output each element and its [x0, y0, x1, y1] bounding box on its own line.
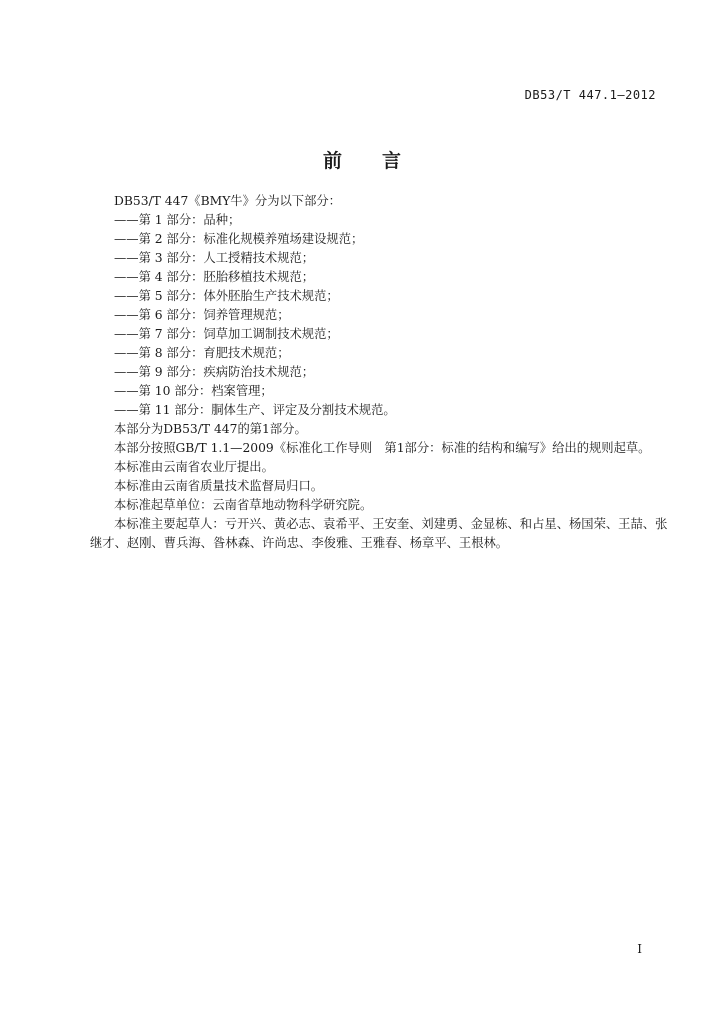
- part-item-11: ——第 11 部分：胴体生产、评定及分割技术规范。: [114, 403, 396, 417]
- part-item-5: ——第 5 部分：体外胚胎生产技术规范；: [114, 289, 339, 303]
- statement-part-number: 本部分为DB53/T 447的第1部分。: [114, 422, 307, 436]
- part-item-3: ——第 3 部分：人工授精技术规范；: [114, 251, 315, 265]
- foreword-body: [90, 192, 670, 553]
- part-item-1: ——第 1 部分：品种；: [114, 213, 241, 227]
- part-item-2: ——第 2 部分：标准化规模养殖场建设规范；: [114, 232, 364, 246]
- drafters-paragraph: 本标准主要起草人：亏开兴、黄必志、袁希平、王安奎、刘建勇、金显栋、和占星、杨国荣、王喆、张继才、赵刚、曹兵海、昝林森、许尚忠、李俊雅、王雅春、杨章平、王根林。: [90, 517, 668, 550]
- part-item-8: ——第 8 部分：育肥技术规范；: [114, 346, 290, 360]
- statement-proposer: 本标准由云南省农业厅提出。: [114, 460, 274, 474]
- statement-drafting-unit: 本标准起草单位：云南省草地动物科学研究院。: [114, 498, 373, 512]
- page-title: 前言: [322, 150, 441, 172]
- part-item-10: ——第 10 部分：档案管理；: [114, 384, 273, 398]
- statement-administrator: 本标准由云南省质量技术监督局归口。: [114, 479, 324, 493]
- part-item-9: ——第 9 部分：疾病防治技术规范；: [114, 365, 315, 379]
- intro-paragraph: DB53/T 447《BMY牛》分为以下部分：: [114, 194, 341, 208]
- part-item-6: ——第 6 部分：饲养管理规范；: [114, 308, 290, 322]
- document-code: DB53/T 447.1—2012: [524, 88, 656, 102]
- part-item-4: ——第 4 部分：胚胎移植技术规范；: [114, 270, 315, 284]
- statement-drafting-rules: 本部分按照GB/T 1.1—2009《标准化工作导则 第1部分：标准的结构和编写》给出的规则起草。: [114, 441, 651, 455]
- part-item-7: ——第 7 部分：饲草加工调制技术规范；: [114, 327, 339, 341]
- page-number: I: [637, 942, 642, 956]
